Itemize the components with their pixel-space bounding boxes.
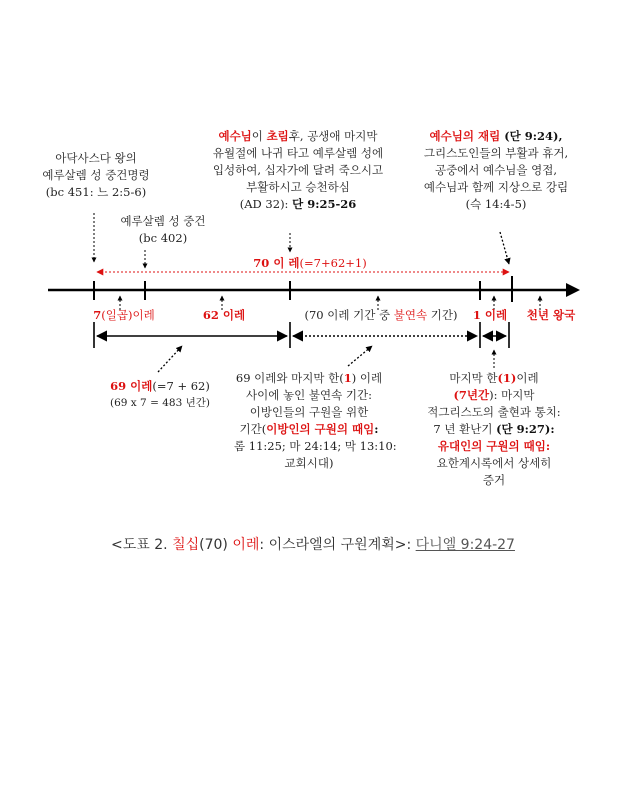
second-line-5: (슥 14:4-5) [465,197,527,211]
jesus-line-1: 예수님이 초림후, 공생애 마지막 [218,129,378,143]
second-line-3: 공중에서 예수님을 영접, [434,163,558,177]
rebuild-line-2: (bc 402) [138,231,188,245]
sixty-nine-weeks-note [100,378,220,412]
figure-caption: <도표 2. 칠십(70) 이레: 이스라엘의 구원계획>: 다니엘 9:24-27 [111,537,515,553]
last-line-4: 7 년 환난기 (단 9:27): [433,422,555,436]
second-line-1: 예수님의 재림 (단 9:24), [429,129,563,143]
jesus-first-coming-label [198,128,398,213]
jesus-line-3: 입성하여, 십자가에 달려 죽으시고 [212,163,384,177]
last-week-explanation [414,370,574,489]
millennium-label: 천년 왕국 [526,308,576,322]
seven-weeks-label: 7(일곱)이레 [93,308,155,322]
gap-explanation [234,370,397,472]
decree-label [36,150,156,201]
pointer-69-note [158,346,182,372]
decree-line-1: 아닥사스다 왕의 [55,151,137,165]
second-coming-label [406,128,586,213]
one-week-label: 1 이레 [472,308,508,322]
scripture-reference-link[interactable]: 다니엘 9:24-27 [415,537,515,553]
second-line-2: 그리스도인들의 부활과 휴거, [423,146,569,160]
jesus-line-2: 유월절에 나귀 타고 예루살렘 성에 [212,146,384,160]
last-line-5: 유대인의 구원의 때임: [437,439,551,453]
decree-line-3: (bc 451: 느 2:5-6) [45,185,147,199]
gap-line-6: 교회시대) [284,456,334,470]
pointer-second-coming [500,232,509,264]
rebuild-line-1: 예루살렘 성 중건 [120,214,206,228]
jesus-line-4: 부활하시고 승천하심 [246,180,350,194]
main-timeline-arrowhead [566,283,580,297]
gap-line-3: 이방인들의 구원을 위한 [249,405,369,419]
gap-line-5: 롬 11:25; 마 24:14; 막 13:10: [234,439,397,453]
gap-line-4: 기간(이방인의 구원의 때임: [239,422,379,436]
gap-period-label: (70 이레 기간 중 불연속 기간) [304,308,458,322]
last-line-7: 증거 [482,473,506,487]
pointer-gap-note [348,346,372,366]
s69-line-1: 69 이레(=7 + 62) [110,379,210,393]
last-line-1: 마지막 한(1)이레 [449,371,539,385]
sixty-two-weeks-label: 62 이레 [202,308,246,322]
gap-line-1: 69 이레와 마지막 한(1) 이레 [235,371,383,385]
rebuild-label [108,213,218,247]
s69-line-2: (69 x 7 = 483 년간) [110,397,210,409]
span-70-label: 70 이 레(=7+62+1) [253,256,367,270]
gap-line-2: 사이에 놓인 불연속 기간: [246,388,372,402]
last-line-2: (7년간): 마지막 [453,388,535,402]
decree-line-2: 예루살렘 성 중건명령 [42,168,150,182]
last-line-6: 요한계시록에서 상세히 [436,456,552,470]
second-line-4: 예수님과 함께 지상으로 강림 [423,180,569,194]
last-line-3: 적그리스도의 출현과 통치: [427,405,561,419]
jesus-line-5: (AD 32): 단 9:25-26 [239,197,357,211]
